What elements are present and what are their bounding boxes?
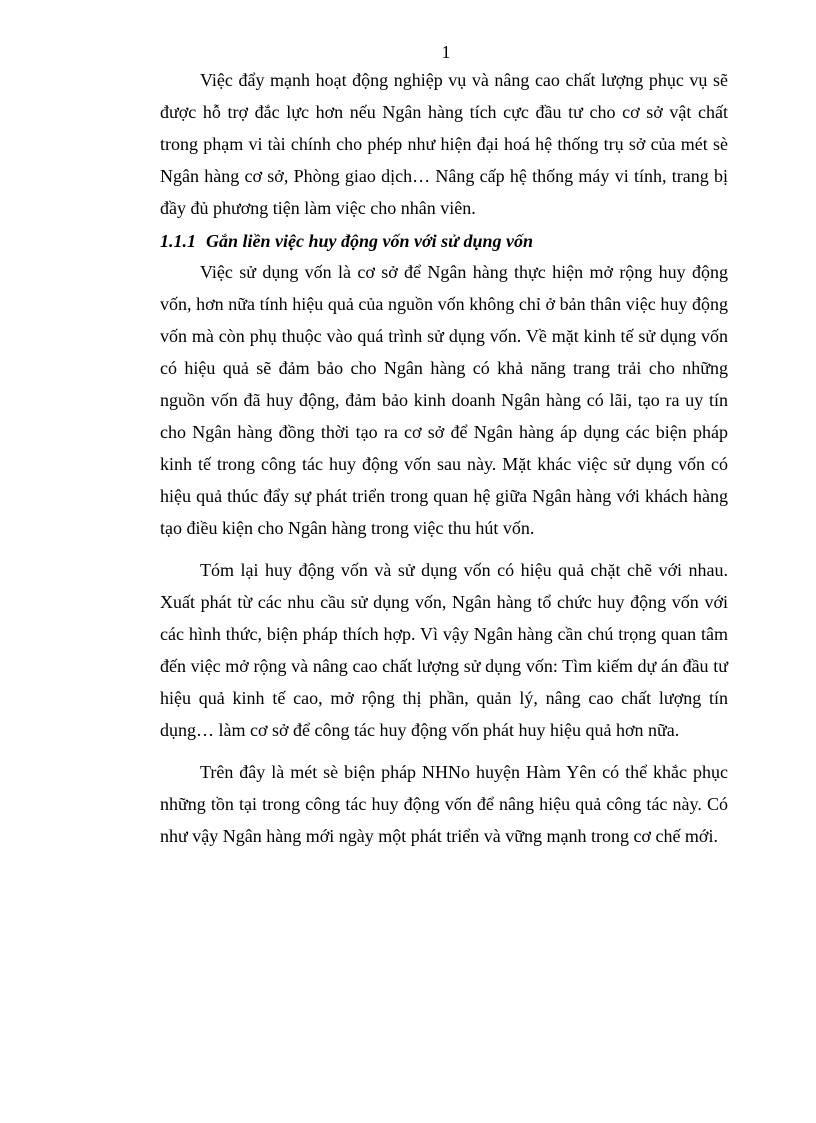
document-body — [160, 64, 728, 852]
page-number: 1 — [441, 42, 451, 62]
paragraph-intro: Việc đẩy mạnh hoạt động nghiệp vụ và nâng cao chất lượng phục vụ sẽ được hỗ trợ đắc lực hơn nếu Ngân hàng tích cực đầu tư cho cơ sở vật chất trong phạm vi tài chính cho phép như hiện đại hoá hệ thống trụ sở của mét sè Ngân hàng cơ sở, Phòng giao dịch… Nâng cấp hệ thống máy vi tính, trang bị đầy đủ phương tiện làm việc cho nhân viên. — [160, 70, 728, 218]
paragraph-capital-use: Việc sử dụng vốn là cơ sở để Ngân hàng thực hiện mở rộng huy động vốn, hơn nữa tính hiệu quả của nguồn vốn không chỉ ở bản thân việc huy động vốn mà còn phụ thuộc vào quá trình sử dụng vốn. Về mặt kinh tế sử dụng vốn có hiệu quả sẽ đảm bảo cho Ngân hàng có khả năng trang trải cho những nguồn vốn đã huy động, đảm bảo kinh doanh Ngân hàng có lãi, tạo ra uy tín cho Ngân hàng đồng thời tạo ra cơ sở để Ngân hàng áp dụng các biện pháp kinh tế trong công tác huy động vốn sau này. Mặt khác việc sử dụng vốn có hiệu quả thúc đẩy sự phát triển trong quan hệ giữa Ngân hàng với khách hàng tạo điều kiện cho Ngân hàng trong việc thu hút vốn. — [160, 262, 728, 538]
paragraph-conclusion: Trên đây là mét sè biện pháp NHNo huyện Hàm Yên có thể khắc phục những tồn tại trong công tác huy động vốn để nâng hiệu quả công tác này. Có như vậy Ngân hàng mới ngày một phát triển và vững mạnh trong cơ chế mới. — [160, 762, 728, 846]
section-title: Gắn liền việc huy động vốn với sử dụng vốn — [206, 231, 533, 251]
paragraph-summary: Tóm lại huy động vốn và sử dụng vốn có hiệu quả chặt chẽ với nhau. Xuất phát từ các nhu cầu sử dụng vốn, Ngân hàng tổ chức huy động vốn với các hình thức, biện pháp thích hợp. Vì vậy Ngân hàng cần chú trọng quan tâm đến việc mở rộng và nâng cao chất lượng sử dụng vốn: Tìm kiếm dự án đầu tư hiệu quả kinh tế cao, mở rộng thị phần, quản lý, nâng cao chất lượng tín dụng… làm cơ sở để công tác huy động vốn phát huy hiệu quả hơn nữa. — [160, 560, 728, 740]
section-number: 1.1.1 — [160, 231, 196, 251]
section-heading — [160, 226, 728, 256]
